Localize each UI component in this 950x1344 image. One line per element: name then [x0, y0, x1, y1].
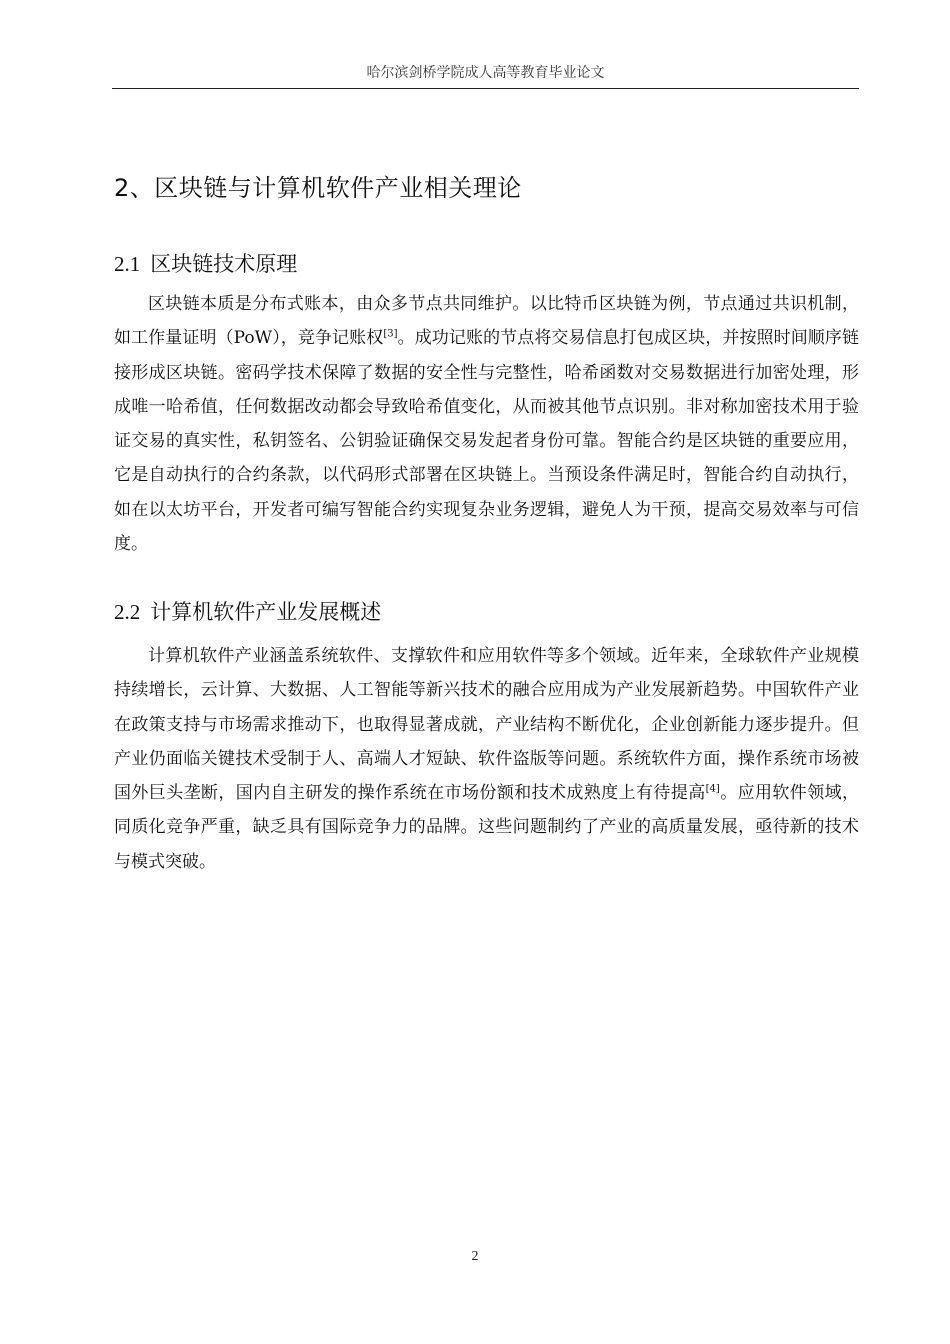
paragraph-text: 区块链本质是分布式账本，由众多节点共同维护。以比特币区块链为例，节点通过共识机制，如工作量证明（PoW），竞争记账权 [114, 294, 859, 349]
section-title-text: 区块链技术原理 [150, 252, 298, 276]
page-header-title: 哈尔滨剑桥学院成人高等教育毕业论文 [366, 65, 605, 81]
chapter-title: 2、区块链与计算机软件产业相关理论 [114, 174, 522, 202]
citation-ref: [3] [383, 328, 398, 340]
page-number: 2 [471, 1249, 479, 1264]
paragraph-text: 。成功记账的节点将交易信息打包成区块，并按照时间顺序链接形成区块链。密码学技术保障了数据的安全性与完整性，哈希函数对交易数据进行加密处理，形成唯一哈希值，任何数据改动都会导致哈希值变化，从而被其他节点识别。非对称加密技术用于验证交易的真实性，私钥签名、公钥验证确保交易发起者身份可靠。智能合约是区块链的重要应用，它是自动执行的合约条款，以代码形式部署在区块链上。当预设条件满足时，智能合约自动执行，如在以太坊平台，开发者可编写智能合约实现复杂业务逻辑，避免人为干预，提高交易效率与可信度。 [114, 328, 859, 555]
paragraph-blockchain-principles [114, 287, 859, 561]
section-title-text: 计算机软件产业发展概述 [150, 600, 382, 624]
paragraph-software-industry [114, 639, 859, 879]
section-number: 2.1 [114, 252, 141, 276]
paragraph-text: 计算机软件产业涵盖系统软件、支撑软件和应用软件等多个领域。近年来，全球软件产业规模持续增长，云计算、大数据、人工智能等新兴技术的融合应用成为产业发展新趋势。中国软件产业在政策支持与市场需求推动下，也取得显著成就，产业结构不断优化，企业创新能力逐步提升。但产业仍面临关键技术受制于人、高端人才短缺、软件盗版等问题。系统软件方面，操作系统市场被国外巨头垄断，国内自主研发的操作系统在市场份额和技术成熟度上有待提高 [114, 646, 859, 804]
paragraph-text: 。应用软件领域，同质化竞争严重，缺乏具有国际竞争力的品牌。这些问题制约了产业的高质量发展，亟待新的技术与模式突破。 [114, 783, 860, 872]
section-number: 2.2 [114, 600, 141, 624]
section-heading-2-1 [114, 249, 859, 279]
citation-ref: [4] [705, 783, 720, 795]
page-header [112, 62, 859, 89]
section-heading-2-2 [114, 597, 859, 627]
